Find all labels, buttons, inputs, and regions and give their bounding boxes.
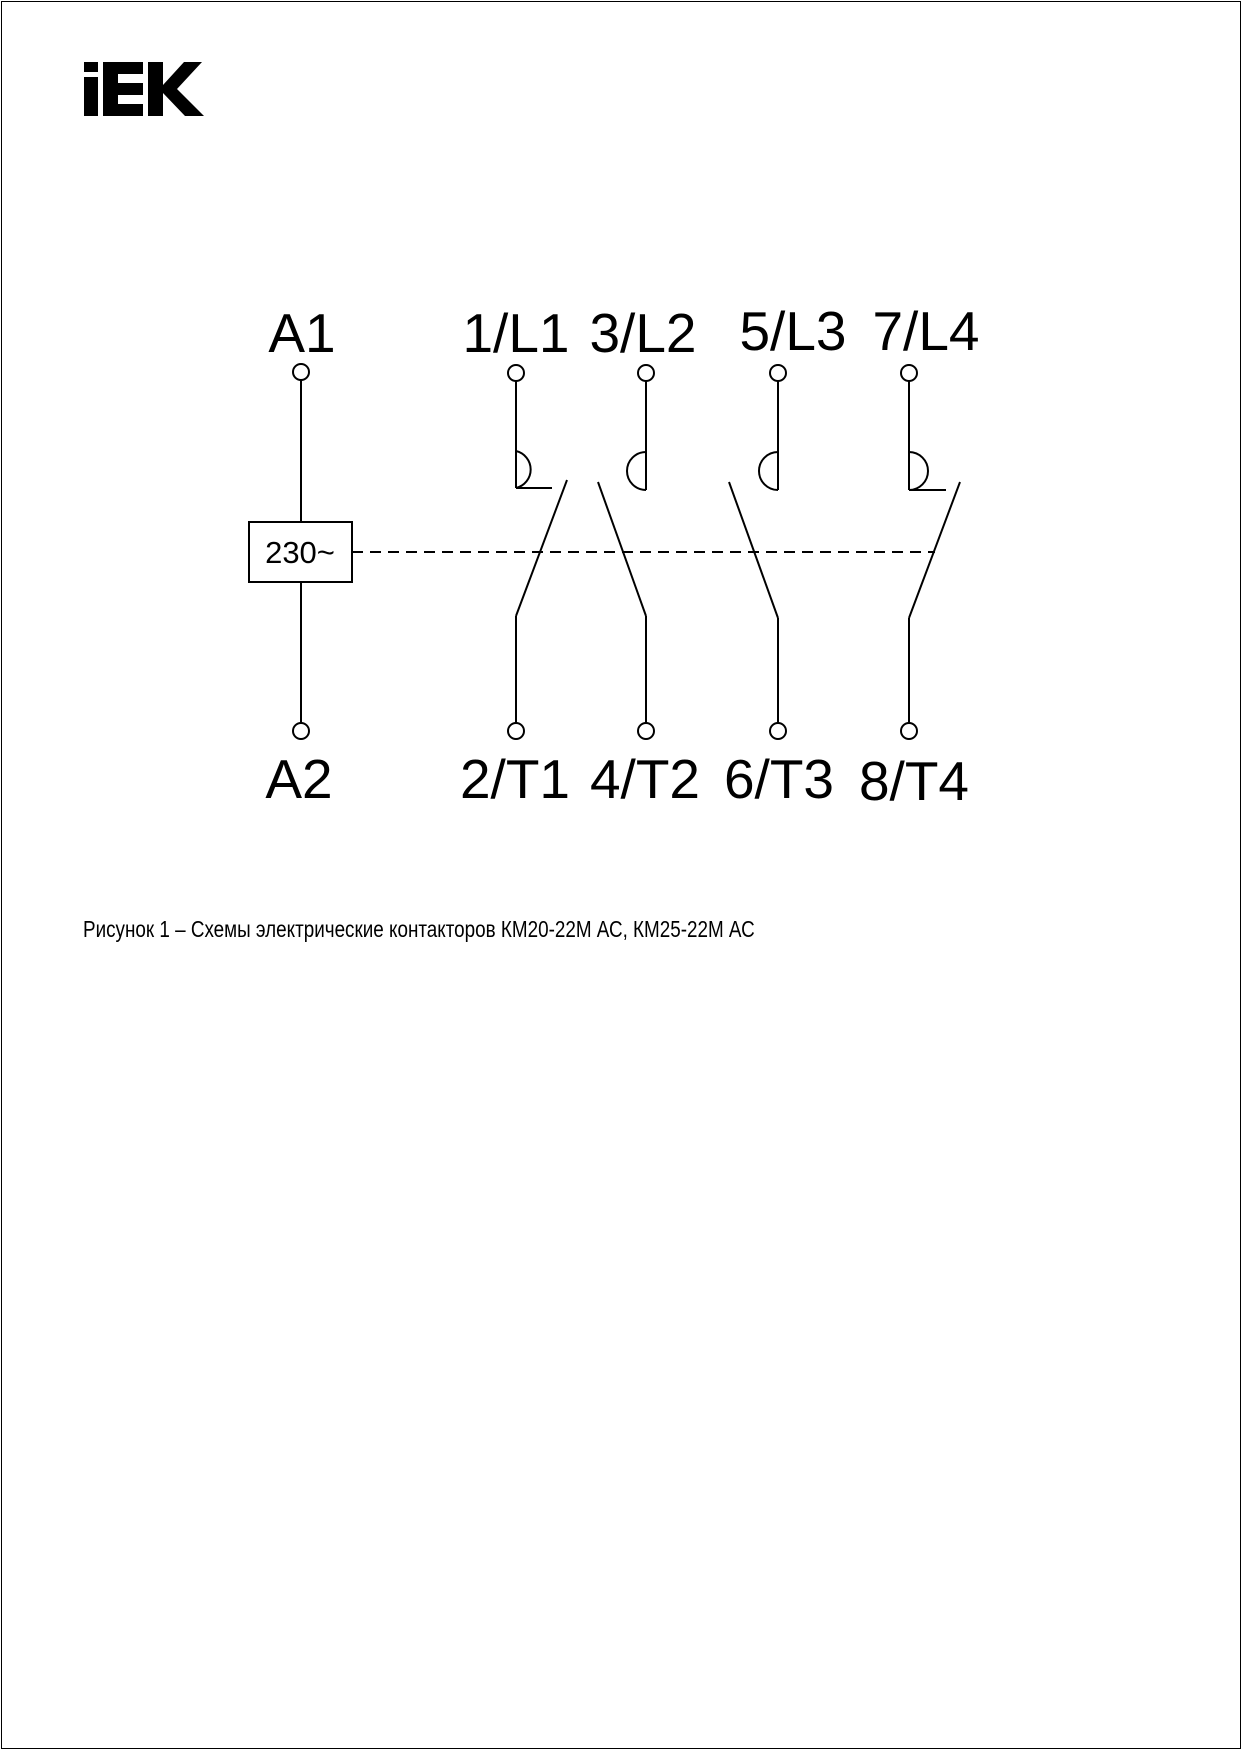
pole-4-blade <box>909 482 960 618</box>
pole-1 <box>460 302 570 810</box>
pole-2-top-label: 3/L2 <box>589 302 697 364</box>
pole-4-top-label: 7/L4 <box>872 300 980 362</box>
coil-bottom-label: A2 <box>265 748 333 810</box>
arc-chute-icon <box>759 452 778 490</box>
terminal-a2 <box>293 723 309 739</box>
arc-chute-icon <box>627 452 646 490</box>
coil-circuit <box>249 302 352 810</box>
pole-1-blade <box>516 480 567 616</box>
pole-3-bottom-label: 6/T3 <box>723 748 835 810</box>
figure-caption: Рисунок 1 – Схемы электрические контакторов КМ20-22М АС, КМ25-22М АС <box>83 916 755 942</box>
pole-1-bottom-label: 2/T1 <box>459 748 571 810</box>
pole-4 <box>859 300 980 812</box>
pole-3 <box>724 300 847 810</box>
pole-1-top-label: 1/L1 <box>462 302 570 364</box>
coil-rating: 230~ <box>265 535 335 570</box>
arc-chute-icon <box>909 452 928 490</box>
arc-chute-icon <box>516 451 531 488</box>
pole-4-bottom-label: 8/T4 <box>858 750 970 812</box>
pole-3-blade <box>729 482 778 618</box>
pole-2 <box>589 302 700 810</box>
pole-2-blade <box>598 482 646 616</box>
coil-top-label: A1 <box>268 302 336 364</box>
terminal-a1 <box>293 364 309 380</box>
pole-2-bottom-label: 4/T2 <box>589 748 701 810</box>
pole-3-top-label: 5/L3 <box>739 300 847 362</box>
